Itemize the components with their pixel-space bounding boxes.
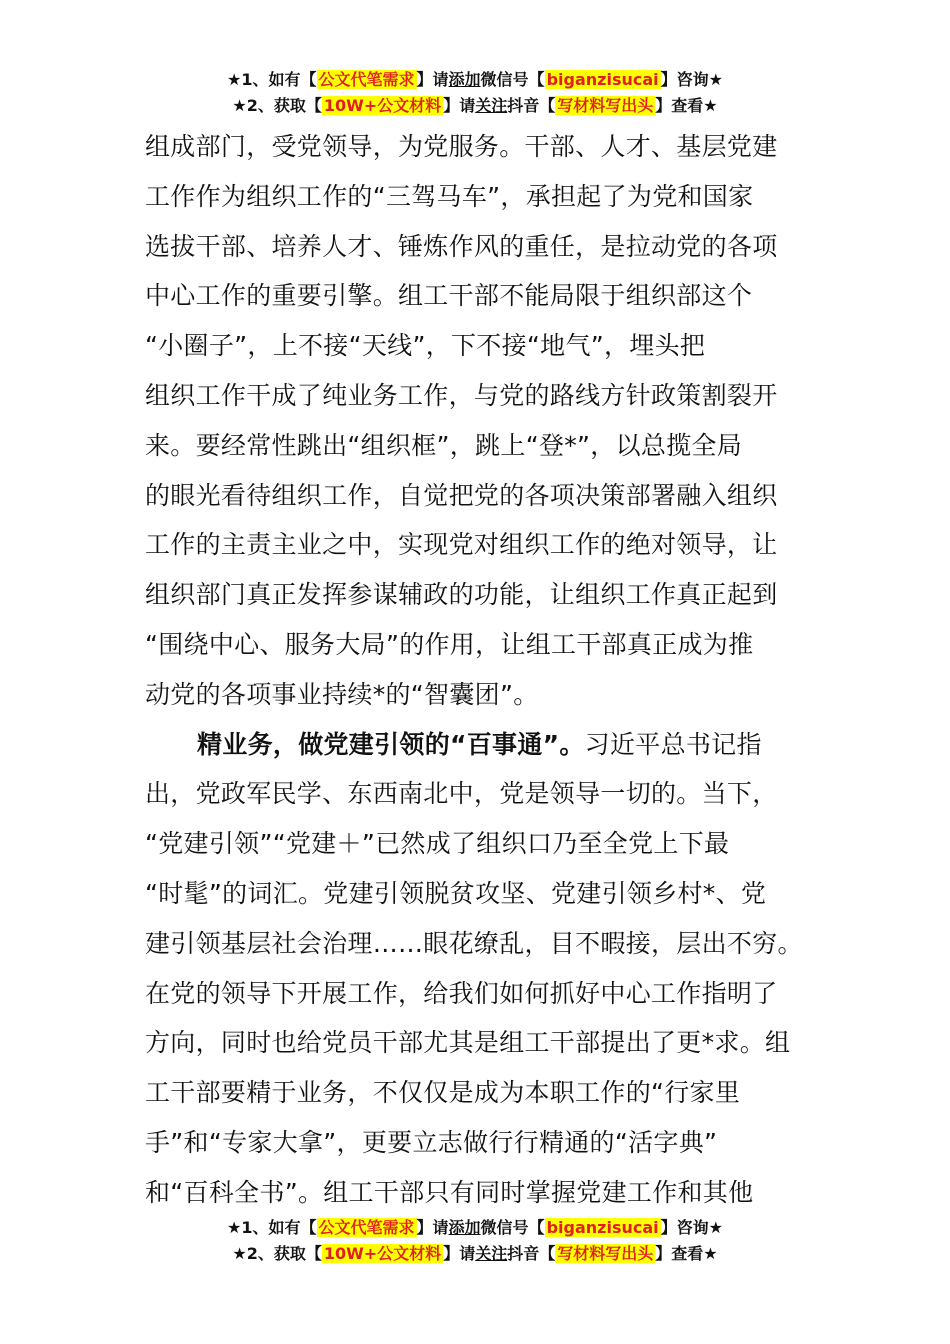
banner-text: 微信号【 [480,70,545,89]
paragraph-line: 工作作为组织工作的“三驾马车”，承担起了为党和国家 [145,181,754,211]
banner-text: 】请 [416,1218,449,1237]
paragraph-2 [145,720,810,1218]
paragraph-line: 手”和“专家大拿”，更要立志做行行精通的“活字典” [145,1127,718,1157]
banner-text: 】查看★ [655,1244,718,1263]
banner-highlight-materials: 10W+公文材料 [323,96,442,115]
banner-underline-follow: 关注 [475,1244,508,1263]
banner-text: 】请 [443,1244,476,1263]
paragraph-line: 方向，同时也给党员干部尤其是组工干部提出了更*求。组 [145,1028,791,1058]
paragraph-line: “围绕中心、服务大局”的作用，让组工干部真正成为推 [145,629,754,659]
paragraph-line: 的眼光看待组织工作，自觉把党的各项决策部署融入组织 [145,480,778,510]
paragraph-line: 工干部要精于业务，不仅仅是成为本职工作的“行家里 [145,1078,741,1108]
paragraph-line: “小圈子”，上不接“天线”，下不接“地气”，埋头把 [145,331,706,361]
banner-text: 】查看★ [655,96,718,115]
banner-line-1 [0,68,950,94]
paragraph-line: 工作的主责主业之中，实现党对组织工作的绝对领导，让 [145,530,778,560]
heading-followup: 习近平总书记指 [584,729,762,759]
banner-highlight-douyin: 写材料写出头 [557,96,654,115]
paragraph-line: 出，党政军民学、东西南北中，党是领导一切的。当下， [145,779,778,809]
banner-text: ★2、获取【 [232,96,322,115]
banner-text: 抖音【 [507,1244,556,1263]
banner-text: ★2、获取【 [232,1244,322,1263]
banner-text: 微信号【 [480,1218,545,1237]
footer-banner [0,1216,950,1268]
paragraph-line: “党建引领”“党建＋”已然成了组织口乃至全党上下最 [145,829,730,859]
banner-underline-add: 添加 [448,70,481,89]
document-body [145,122,810,1218]
paragraph-line: 在党的领导下开展工作，给我们如何抓好中心工作指明了 [145,978,778,1008]
banner-text: 抖音【 [507,96,556,115]
paragraph-1 [145,122,810,720]
banner-text: 】请 [443,96,476,115]
paragraph-line: 组织部门真正发挥参谋辅政的功能，让组织工作真正起到 [145,580,778,610]
paragraph-line: 中心工作的重要引擎。组工干部不能局限于组织部这个 [145,281,753,311]
paragraph-line: 来。要经常性跳出“组织框”，跳上“登*”，以总揽全局 [145,430,743,460]
paragraph-line: 组成部门，受党领导，为党服务。干部、人才、基层党建 [145,132,778,161]
paragraph-first-line [145,720,810,770]
banner-text: ★1、如有【 [227,70,317,89]
banner-highlight-materials: 10W+公文材料 [323,1244,442,1263]
banner-line-1 [0,1216,950,1242]
banner-line-2 [0,94,950,120]
banner-underline-follow: 关注 [475,96,508,115]
banner-text: 】咨询★ [660,70,723,89]
header-banner [0,68,950,120]
paragraph-line: 组织工作干成了纯业务工作，与党的路线方针政策割裂开 [145,380,778,410]
paragraph-line: 选拔干部、培养人才、锤炼作风的重任，是拉动党的各项 [145,231,778,261]
banner-highlight-service: 公文代笔需求 [318,70,415,89]
paragraph-line: 和“百科全书”。组工干部只有同时掌握党建工作和其他 [145,1177,754,1207]
banner-text: 】请 [416,70,449,89]
paragraph-line: 动党的各项事业持续*的“智囊团”。 [145,679,539,709]
banner-line-2 [0,1242,950,1268]
banner-underline-add: 添加 [448,1218,481,1237]
banner-text: 】咨询★ [660,1218,723,1237]
paragraph-line: “时髦”的词汇。党建引领脱贫攻坚、党建引领乡村*、党 [145,878,767,908]
paragraph-line: 建引领基层社会治理……眼花缭乱，目不暇接，层出不穷。 [145,928,803,958]
banner-highlight-douyin: 写材料写出头 [557,1244,654,1263]
banner-highlight-service: 公文代笔需求 [318,1218,415,1237]
banner-highlight-wechat: biganzisucai [546,1218,659,1237]
section-heading: 精业务，做党建引领的“百事通”。 [197,729,585,759]
banner-text: ★1、如有【 [227,1218,317,1237]
banner-highlight-wechat: biganzisucai [546,70,659,89]
